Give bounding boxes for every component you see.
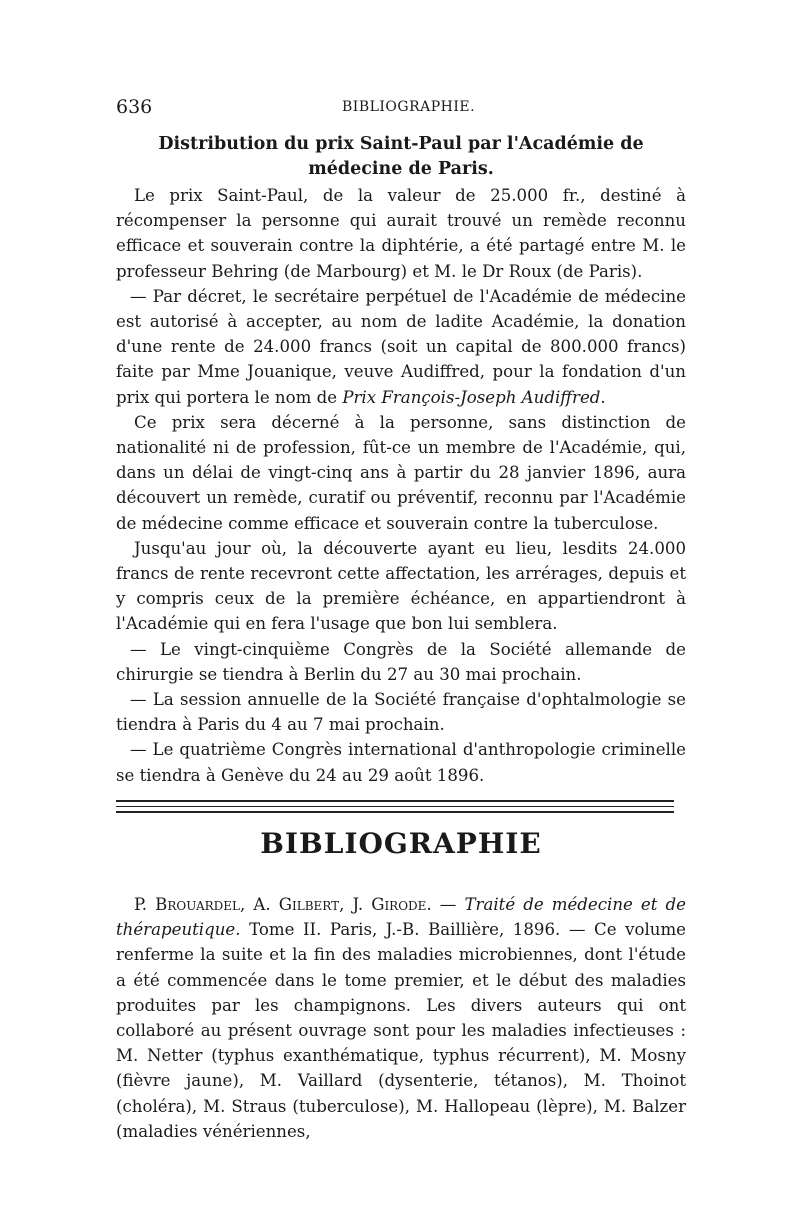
decree-text: — Par décret, le secrétaire perpétuel de l'Académie de médecine est autorisé à accepter, au nom de ladite Académie, la donation d'une rente de 24.000 francs (soit un capital de 800.000 francs) faite par Mme Jouanique, veuve Audiffred, pour la fondation d'un prix qui portera le nom de [116, 286, 686, 407]
running-title: BIBLIOGRAPHIE. [342, 99, 476, 115]
author-name: Gilbert [278, 895, 340, 914]
divider-rule [116, 811, 674, 813]
prize-name: Prix François-Joseph Audiffred [342, 387, 601, 407]
running-head [116, 96, 686, 120]
paragraph-ophtalmologie: — La session annuelle de la Société française d'ophtalmologie se tiendra à Paris du 4 au 7 mai prochain. [116, 690, 686, 735]
review-text: — Ce volume renferme la suite et la fin des maladies microbiennes, dont l'étude a été commencée dans le tome premier, et le début des maladies produites par les champignons. Les divers auteurs qui ont collaboré au présent ouvrage sont pour les maladies infectieuses : M. Netter (typhus exanthématique, typhus récurrent), M. Mosny (fièvre jaune), M. Vaillard (dysenterie, tétanos), M. Thoinot (choléra), M. Straus (tuberculose), M. Hallopeau (lèpre), M. Balzer (maladies vénériennes, [116, 920, 686, 1141]
news-section-title: Distribution du prix Saint-Paul par l'Académie de médecine de Paris. [158, 134, 644, 179]
paragraph-conditions: Ce prix sera décerné à la personne, sans distinction de nationalité ni de profession, fût-ce un membre de l'Académie, qui, dans un délai de vingt-cinq ans à partir du 28 janvier 1896, aura découvert un remède, curatif ou préventif, reconnu par l'Académie de médecine comme efficace et souverain contre la tuberculose. [116, 412, 686, 533]
publication-info: Tome II. Paris, J.-B. Baillière, 1896. [249, 920, 561, 940]
paragraph-anthropologie: — Le quatrième Congrès international d'anthropologie criminelle se tiendra à Genève du 24 au 29 août 1896. [116, 740, 686, 785]
paragraph-decret [116, 284, 686, 410]
author-initial: A. [253, 895, 271, 914]
title-dash: — [439, 895, 457, 914]
paragraph-congres-chirurgie: — Le vingt-cinquième Congrès de la Société allemande de chirurgie se tiendra à Berlin du 27 au 30 mai prochain. [116, 639, 686, 684]
divider-rule [116, 800, 674, 802]
book-title: Traité de médecine et de thérapeutique. [116, 895, 686, 940]
decree-end: . [600, 387, 606, 407]
divider-rule [116, 806, 674, 807]
author-initial: J. [352, 895, 364, 914]
bibliography-paragraph: P. Brouardel, A. Gilbert, J. Girode. — Traité de médecine et de thérapeutique. Tome II. Paris, J.-B. Baillière, 1896. — Ce volume renferme la suite et la fin des maladies microbiennes, dont l'étude a été commencée dans le tome premier, et le début des maladies produites par les champignons. Les divers auteurs qui ont collaboré au présent ouvrage sont pour les maladies infectieuses : M. Netter (typhus exanthématique, typhus récurrent), M. Mosny (fièvre jaune), M. Vaillard (dysenterie, tétanos), M. Thoinot (choléra), M. Straus (tuberculose), M. Hallopeau (lèpre), M. Balzer (maladies vénériennes, [116, 895, 686, 1141]
page-number: 636 [116, 96, 153, 118]
paragraph-rente: Jusqu'au jour où, la découverte ayant eu lieu, lesdits 24.000 francs de rente recevront cette affectation, les arrérages, depuis et y compris ceux de la première échéance, en appartiendront à l'Académie qui en fera l'usage que bon lui semblera. [116, 538, 686, 634]
bibliography-entry [116, 892, 686, 1144]
author-name: Girode [371, 895, 427, 914]
paragraph-prix-saint-paul: Le prix Saint-Paul, de la valeur de 25.000 fr., destiné à récompenser la personne qui aurait trouvé un remède reconnu efficace et souverain contre la diphtérie, a été partagé entre M. le professeur Behring (de Marbourg) et M. le Dr Roux (de Paris). [116, 186, 686, 281]
section-divider [116, 800, 674, 817]
author-name: Brouardel [155, 895, 241, 914]
bibliography-heading: BIBLIOGRAPHIE [260, 827, 542, 860]
news-section-body [116, 183, 686, 788]
author-initial: P. [134, 895, 148, 914]
